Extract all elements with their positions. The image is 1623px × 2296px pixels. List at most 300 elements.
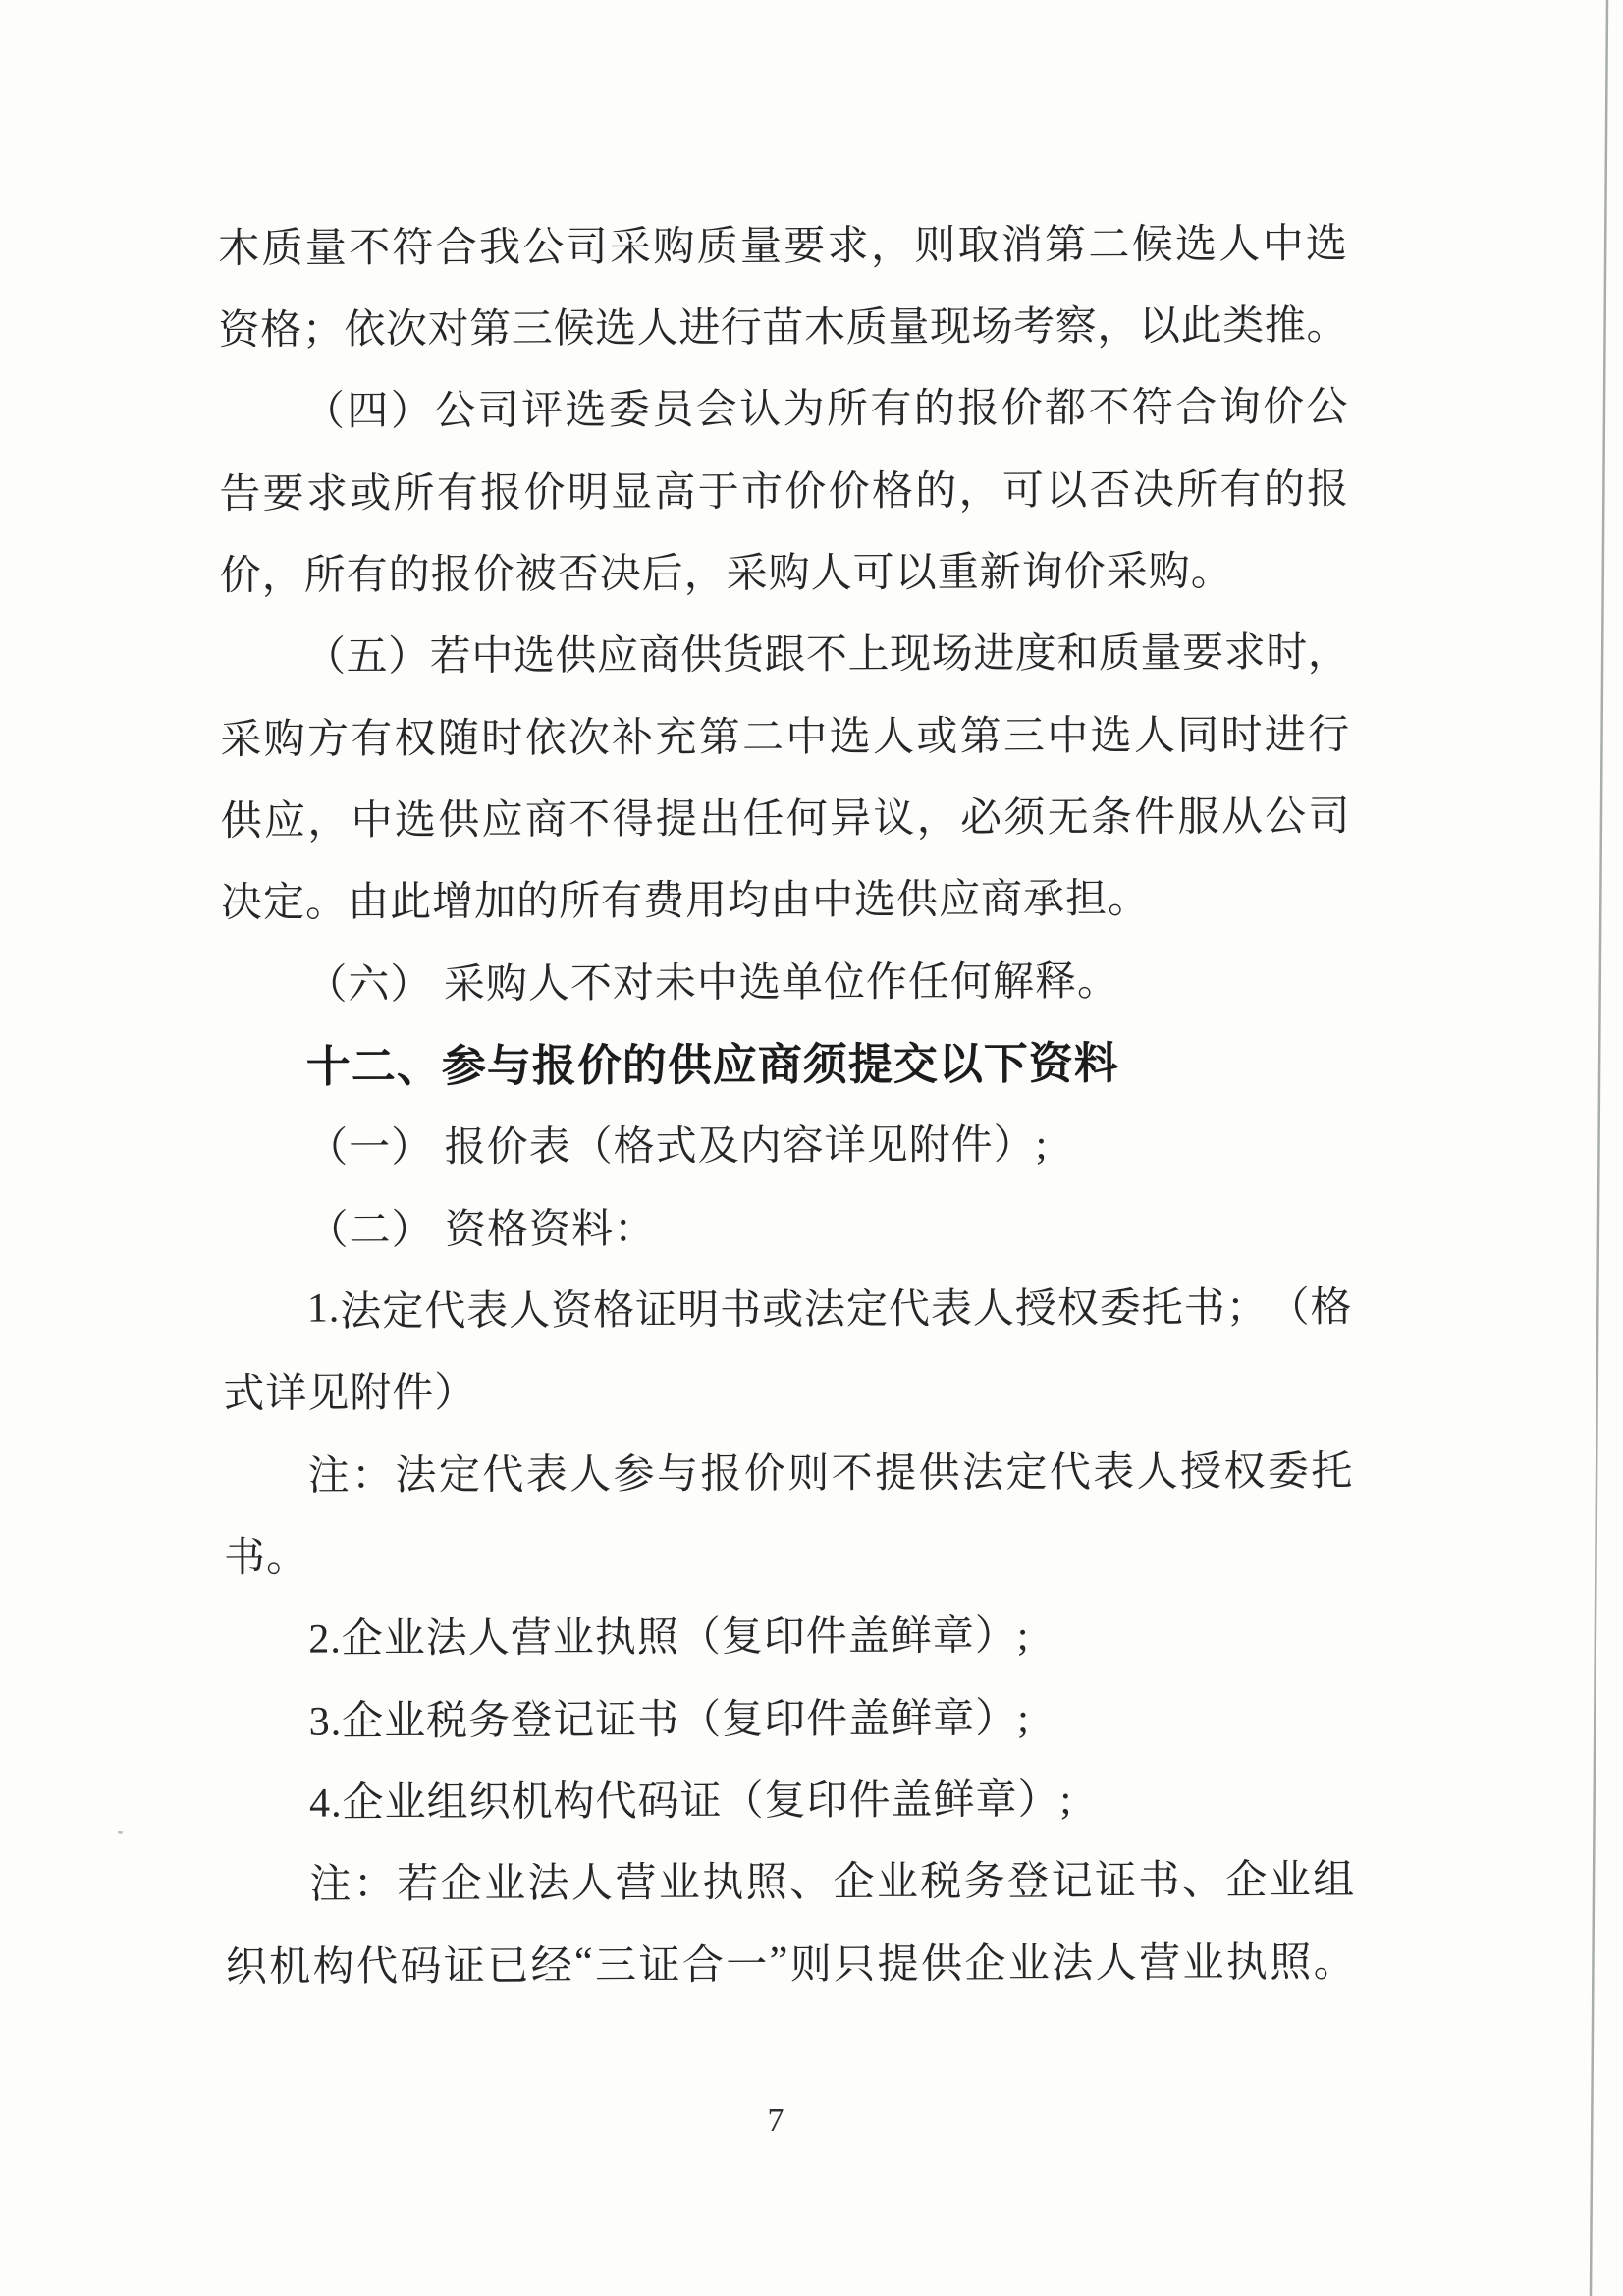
glyph: 次 (385, 307, 428, 354)
glyph: 定 (845, 1286, 889, 1334)
glyph: 随 (437, 716, 480, 762)
glyph: 和 (1056, 631, 1099, 678)
glyph: 提 (875, 1450, 917, 1497)
glyph: 求 (305, 471, 349, 518)
glyph: 选 (513, 633, 556, 680)
glyph: 质 (845, 305, 888, 352)
text-line (221, 936, 1350, 1022)
glyph: 证 (1094, 1859, 1137, 1905)
line-text: 十二、参与报价的供应商须提交以下资料 (305, 1038, 1119, 1093)
line-text: 4.企业组织机构代码证（复印件盖鲜章）; (309, 1777, 1073, 1827)
glyph: 选 (829, 714, 871, 760)
glyph: 司 (1308, 793, 1350, 841)
glyph: 三 (595, 1942, 637, 1989)
glyph: 必 (959, 795, 1002, 842)
glyph: 候 (553, 306, 595, 353)
glyph: 格 (260, 307, 302, 354)
glyph: 商 (638, 633, 680, 680)
glyph: ） (388, 634, 430, 681)
text-line (218, 199, 1347, 286)
text-line (226, 1918, 1355, 2004)
glyph: 选 (1090, 713, 1132, 759)
glyph: 供 (438, 797, 480, 844)
glyph: 人 (872, 714, 915, 760)
glyph: 符 (1131, 386, 1174, 432)
glyph: 供 (220, 798, 262, 845)
glyph: 合 (1175, 385, 1217, 432)
glyph: 度 (1014, 631, 1056, 678)
glyph: 苗 (762, 305, 804, 352)
glyph: 资 (218, 307, 260, 354)
glyph: 有 (870, 387, 912, 433)
glyph: 有 (1219, 467, 1262, 514)
glyph: ， (958, 468, 1001, 515)
glyph: 市 (740, 469, 784, 516)
glyph: 认 (739, 387, 782, 433)
glyph: 可 (1001, 467, 1045, 515)
glyph: 第 (1045, 222, 1087, 268)
glyph: 定 (438, 1452, 481, 1499)
glyph: 书 (1138, 1858, 1180, 1905)
glyph: ； (301, 307, 344, 354)
glyph: 价 (828, 468, 870, 515)
line-text: （六） 采购人不对未中选单位作任何解释。 (305, 958, 1120, 1009)
glyph: 木 (218, 226, 260, 272)
glyph: 选 (394, 797, 437, 845)
glyph: 察 (1055, 304, 1097, 351)
glyph: 质 (261, 226, 303, 272)
glyph: 代 (482, 1452, 524, 1499)
glyph: 照 (745, 1860, 787, 1906)
glyph: 此 (1180, 303, 1222, 350)
glyph: 司 (477, 388, 519, 435)
glyph: ， (916, 795, 958, 842)
glyph: 登 (1007, 1859, 1050, 1905)
glyph: 法 (1052, 1941, 1094, 1987)
glyph: 场 (931, 631, 973, 679)
glyph: 议 (873, 795, 915, 843)
glyph: 。 (1313, 1940, 1355, 1986)
glyph: 价 (523, 470, 566, 517)
text-line (219, 445, 1348, 531)
glyph: 进 (678, 305, 721, 352)
glyph: 时 (481, 716, 523, 762)
glyph: 第 (698, 715, 740, 761)
text-line (220, 609, 1349, 695)
glyph: 以 (1138, 303, 1181, 350)
glyph: 授 (1179, 1449, 1222, 1496)
glyph: 或 (916, 714, 958, 760)
glyph: 业 (1182, 1941, 1224, 1987)
glyph: 木 (803, 305, 846, 352)
glyph: 定 (1005, 1449, 1048, 1497)
glyph: 有 (351, 716, 393, 763)
glyph: 采 (609, 224, 652, 270)
glyph: 应 (596, 633, 639, 680)
glyph: 则 (914, 223, 956, 269)
glyph: 若 (429, 634, 471, 681)
glyph: 符 (392, 225, 434, 271)
glyph: 书 (1183, 1285, 1225, 1332)
glyph: 表 (930, 1286, 973, 1333)
glyph: 要 (784, 223, 826, 270)
glyph: 中 (1047, 713, 1089, 759)
glyph: 则 (787, 1450, 830, 1498)
glyph: 选 (1305, 221, 1348, 267)
glyph: 企 (1225, 1858, 1268, 1904)
glyph: 第 (959, 714, 1001, 760)
glyph: 代 (888, 1286, 931, 1333)
glyph: 上 (847, 632, 890, 679)
glyph: 法 (395, 1452, 437, 1499)
glyph: 货 (722, 632, 764, 680)
glyph: 证 (638, 1942, 680, 1989)
glyph: 供 (555, 633, 597, 680)
glyph: 法 (803, 1287, 846, 1334)
glyph: 则 (789, 1941, 832, 1989)
glyph: 人 (509, 1288, 551, 1335)
glyph: 不 (805, 632, 848, 679)
glyph: 人 (1133, 713, 1176, 759)
glyph: 权 (1056, 1286, 1099, 1333)
glyph: ， (307, 798, 350, 845)
text-line (219, 526, 1348, 613)
glyph: 定 (382, 1289, 424, 1336)
glyph: 公 (1265, 794, 1307, 841)
glyph: 参 (613, 1451, 655, 1498)
text-line (222, 1181, 1351, 1268)
glyph: 跟 (764, 632, 806, 679)
glyph: 。 (1306, 302, 1348, 350)
glyph: 码 (400, 1943, 442, 1990)
glyph: 托 (1311, 1449, 1353, 1495)
glyph: 所 (393, 470, 435, 517)
glyph: 选 (594, 306, 637, 353)
glyph: 供 (920, 1941, 963, 1988)
glyph: 进 (973, 631, 1015, 678)
glyph: 价 (743, 1451, 785, 1498)
glyph: 税 (920, 1859, 962, 1906)
glyph: ， (1097, 303, 1139, 351)
glyph: 二 (1088, 222, 1130, 268)
glyph: 质 (696, 224, 738, 270)
glyph: 须 (1003, 795, 1046, 842)
text-line (223, 1345, 1352, 1432)
glyph: 织 (225, 1944, 267, 1991)
glyph: 量 (304, 226, 347, 272)
glyph: 委 (1267, 1449, 1310, 1495)
glyph: 候 (1131, 222, 1173, 268)
glyph: 否 (1089, 467, 1131, 514)
glyph: 业 (1269, 1858, 1311, 1904)
line-text: 价，所有的报价被否决后，采购人可以重新询价采购。 (219, 549, 1233, 599)
glyph: 高 (654, 469, 696, 516)
glyph: 代 (355, 1943, 399, 1990)
line-text: （二） 资格资料： (306, 1206, 657, 1254)
glyph: 所 (826, 387, 869, 433)
glyph: 注 (309, 1862, 352, 1908)
glyph: 中 (1262, 221, 1304, 268)
glyph: 供 (680, 633, 723, 680)
glyph: 的 (913, 387, 955, 433)
glyph: 已 (487, 1943, 529, 1990)
glyph: 要 (262, 471, 304, 518)
glyph: 授 (1014, 1286, 1056, 1333)
glyph: ” (769, 1939, 788, 1985)
glyph: 或 (350, 470, 392, 518)
glyph: 报 (700, 1451, 742, 1498)
glyph: 营 (1138, 1941, 1181, 1987)
glyph: 企 (440, 1862, 482, 1908)
glyph: 的 (1263, 466, 1305, 513)
glyph: 员 (652, 388, 694, 434)
line-text: 决定。由此增加的所有费用均由中选供应商承担。 (221, 877, 1151, 927)
glyph: 都 (1044, 386, 1087, 432)
glyph: 证 (443, 1943, 485, 1990)
glyph: 、 (789, 1860, 832, 1906)
glyph: 求 (827, 223, 869, 269)
glyph: 机 (269, 1944, 311, 1991)
glyph: 表 (1093, 1449, 1135, 1496)
glyph: 企 (964, 1941, 1006, 1988)
glyph: 公 (522, 225, 565, 271)
glyph: 依 (524, 716, 567, 762)
glyph: 证 (635, 1287, 677, 1335)
glyph: 人 (1136, 1449, 1178, 1496)
glyph: 托 (1141, 1285, 1183, 1332)
glyph: 时 (1266, 630, 1308, 677)
glyph: 的 (915, 468, 957, 515)
line-text: 3.企业税务登记证书（复印件盖鲜章）; (308, 1695, 1031, 1745)
glyph: 业 (876, 1860, 919, 1906)
glyph: 人 (570, 1861, 614, 1907)
text-line (222, 1100, 1351, 1186)
text-line (218, 281, 1347, 367)
glyph: 所 (1176, 467, 1218, 514)
line-text: 式详见附件） (223, 1371, 477, 1418)
glyph: 格 (871, 468, 914, 515)
glyph: 法 (340, 1289, 382, 1336)
glyph: 中 (351, 798, 393, 845)
glyph: 采 (220, 717, 262, 763)
glyph: ： (351, 1452, 394, 1499)
glyph: 决 (1132, 467, 1174, 514)
glyph: 表 (525, 1452, 568, 1499)
glyph: 营 (615, 1861, 657, 1907)
glyph: 业 (484, 1861, 526, 1908)
glyph: 组 (1313, 1858, 1355, 1904)
glyph: 1 (306, 1285, 329, 1332)
glyph: 人 (1218, 222, 1261, 268)
text-line (219, 363, 1348, 450)
glyph: 经 (530, 1942, 572, 1990)
glyph: 人 (972, 1286, 1014, 1333)
glyph: 公 (434, 389, 476, 435)
glyph: 报 (480, 470, 522, 517)
glyph: 评 (520, 388, 564, 434)
glyph: 照 (1270, 1940, 1312, 1986)
glyph: . (328, 1285, 340, 1332)
glyph: 不 (568, 797, 611, 844)
glyph: 于 (697, 469, 739, 516)
glyph: 告 (219, 471, 261, 518)
text-line (224, 1591, 1353, 1677)
glyph: 有 (436, 470, 478, 517)
glyph: 现 (890, 632, 932, 679)
glyph: 会 (695, 388, 737, 434)
text-line (221, 772, 1350, 858)
glyph: 选 (565, 388, 607, 434)
glyph: 委 (1099, 1285, 1141, 1333)
glyph: 取 (957, 223, 1000, 269)
glyph: 现 (929, 304, 972, 351)
glyph: 何 (785, 796, 828, 843)
glyph: 场 (971, 304, 1013, 351)
glyph: 表 (466, 1288, 509, 1335)
glyph: （ (302, 389, 346, 435)
glyph: 四 (347, 389, 389, 435)
glyph: 一 (726, 1942, 768, 1989)
glyph: （ (1268, 1285, 1310, 1332)
glyph: 补 (612, 715, 654, 761)
glyph: 行 (1308, 712, 1350, 758)
text-line (223, 1427, 1352, 1513)
glyph: 或 (761, 1287, 804, 1334)
glyph: 类 (1222, 303, 1265, 350)
glyph: 供 (918, 1450, 960, 1497)
glyph: 商 (524, 797, 568, 844)
glyph: 购 (653, 224, 695, 270)
text-line (225, 1672, 1354, 1759)
glyph: 条 (1090, 794, 1133, 842)
glyph: 异 (830, 796, 872, 843)
glyph: 二 (742, 715, 784, 761)
glyph: 消 (1001, 222, 1043, 269)
glyph: 充 (655, 715, 697, 761)
glyph: 价 (1263, 385, 1305, 431)
glyph: 合 (681, 1942, 725, 1989)
glyph: 公 (1306, 385, 1348, 431)
glyph: 报 (957, 386, 1000, 433)
glyph: 以 (1046, 467, 1088, 514)
glyph: 中 (471, 633, 514, 681)
glyph: 代 (1049, 1449, 1091, 1496)
glyph: “ (573, 1939, 593, 1985)
glyph: 第 (469, 306, 512, 353)
glyph: 书 (719, 1287, 762, 1334)
glyph: ， (870, 223, 912, 269)
glyph: 报 (1306, 466, 1349, 513)
glyph: 人 (1095, 1941, 1137, 1987)
glyph: 委 (608, 388, 650, 434)
glyph: 得 (612, 797, 654, 844)
glyph: ， (1307, 630, 1349, 677)
glyph: 依 (344, 307, 386, 354)
glyph: 应 (263, 798, 306, 845)
glyph: 提 (655, 796, 697, 844)
glyph: 量 (888, 304, 930, 352)
glyph: 资 (551, 1288, 593, 1335)
glyph: 执 (1225, 1940, 1268, 1987)
line-text: 2.企业法人营业执照（复印件盖鲜章）; (308, 1613, 1030, 1663)
glyph: 显 (610, 469, 653, 516)
glyph: 价 (1001, 386, 1043, 432)
glyph: 不 (349, 225, 391, 272)
glyph: 考 (1013, 304, 1055, 351)
glyph: 代 (424, 1288, 466, 1336)
glyph: 业 (1007, 1941, 1050, 1988)
glyph: 行 (720, 305, 762, 352)
glyph: 业 (658, 1861, 700, 1907)
glyph: 法 (961, 1450, 1004, 1497)
glyph: 价 (784, 468, 827, 516)
glyph: 提 (877, 1941, 919, 1988)
glyph: 格 (1310, 1285, 1352, 1332)
text-line (224, 1508, 1353, 1595)
glyph: 要 (1182, 630, 1224, 678)
glyph: 任 (742, 796, 784, 843)
glyph: 量 (739, 224, 783, 270)
glyph: 不 (1088, 386, 1130, 432)
glyph: 不 (831, 1450, 873, 1497)
glyph: 进 (1264, 712, 1306, 758)
text-line (223, 1263, 1352, 1349)
glyph: 明 (567, 469, 609, 517)
glyph: ） (390, 389, 432, 435)
glyph: 构 (312, 1943, 354, 1991)
text-line (221, 854, 1350, 941)
glyph: 若 (397, 1862, 439, 1908)
section-heading (222, 1017, 1351, 1104)
line-text: （一） 报价表（格式及内容详见附件）; (306, 1122, 1049, 1172)
page-number: 7 (767, 2103, 784, 2139)
glyph: 企 (833, 1860, 875, 1906)
glyph: 与 (656, 1451, 699, 1498)
glyph: 务 (963, 1859, 1005, 1905)
glyph: 服 (1177, 794, 1219, 841)
glyph: ； (1225, 1285, 1268, 1332)
glyph: ： (352, 1862, 396, 1908)
paper-edge-line (1591, 0, 1607, 2296)
glyph: 为 (783, 387, 825, 433)
glyph: 无 (1047, 795, 1089, 842)
glyph: 三 (511, 306, 553, 353)
text-line (225, 1836, 1354, 1923)
glyph: 中 (785, 714, 828, 761)
glyph: 从 (1220, 794, 1264, 841)
glyph: 合 (435, 225, 477, 271)
glyph: 明 (676, 1287, 720, 1334)
glyph: 、 (1181, 1858, 1224, 1904)
glyph: 询 (1218, 385, 1261, 431)
glyph: 出 (699, 796, 741, 843)
glyph: 格 (593, 1288, 635, 1335)
glyph: 法 (527, 1861, 569, 1907)
glyph: 人 (569, 1451, 612, 1499)
glyph: 三 (1002, 713, 1046, 760)
text-line (225, 1754, 1354, 1840)
glyph: 同 (1177, 713, 1219, 759)
glyph: 件 (1134, 794, 1176, 841)
glyph: 时 (1220, 712, 1263, 759)
glyph: 执 (702, 1860, 744, 1907)
glyph: 人 (636, 305, 678, 353)
glyph: 质 (1098, 631, 1141, 678)
glyph: 推 (1264, 303, 1306, 350)
scan-speck (118, 1831, 123, 1834)
glyph: 求 (1223, 630, 1266, 677)
document-body (218, 199, 1355, 2004)
